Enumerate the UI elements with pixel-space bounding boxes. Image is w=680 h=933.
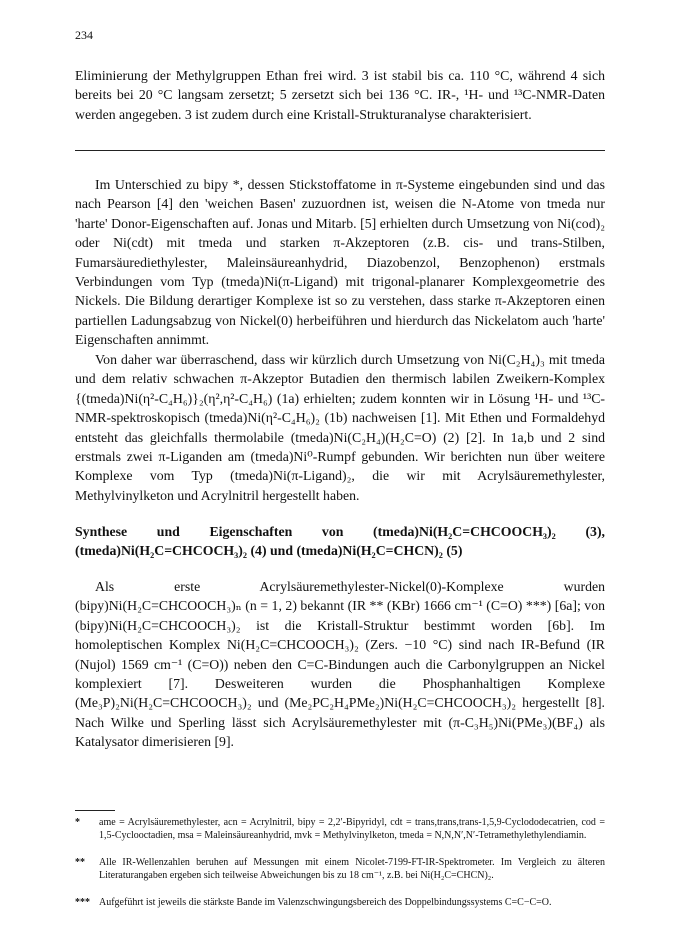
footnote-marker: * [75,817,80,828]
page-number: 234 [75,28,93,42]
body-paragraph-1: Im Unterschied zu bipy *, dessen Stickstoffatome in π-Systeme eingebunden sind und das nach Pearson [4] den 'weichen Basen' zuzuordnen ist, weisen die N-Atome von tmeda nur 'harte' Donor-Eigenschaften auf. Jonas und Mitarb. [5] erhielten durch Umsetzung von Ni(cod)₂ oder Ni(cdt) mit tmeda und starken π-Akzeptoren (z.B. cis- und trans-Stilben, Fumarsäurediethylester, Maleinsäureanhydrid, Diazobenzol, Benzophenon) erstmals Verbindungen vom Typ (tmeda)Ni(π-Ligand) mit trigonal-planarer Komplexgeometrie des Nickels. Die Bildung derartiger Komplexe ist so zu verstehen, dass starke π-Akzeptoren einen partiellen Ladungsabzug von Nickel(0) herbeiführen und hierdurch das Nickelatom auch 'harte' Eigenschaften annimmt. [75,177,605,348]
footnote-marker: ** [75,857,85,868]
footnote-1 [75,816,605,842]
section-heading: Synthese und Eigenschaften von (tmeda)Ni(H₂C=CHCOOCH₃)₂ (3), (tmeda)Ni(H₂C=CHCOCH₃)₂ (4) und (tmeda)Ni(H₂C=CHCN)₂ (5) [75,524,605,559]
footnote-text: Alle IR-Wellenzahlen beruhen auf Messungen mit einem Nicolet-7199-FT-IR-Spektrometer. Im Vergleich zu älteren Literaturangaben ergeben sich teilweise Abweichungen bis zu 18 cm⁻¹, z.B. bei Ni(H₂C=CHCN)₂. [99,857,605,881]
intro-paragraph: Eliminierung der Methylgruppen Ethan frei wird. 3 ist stabil bis ca. 110 °C, während 4 sich bereits bei 20 °C langsam zersetzt; 5 zersetzt sich bei 136 °C. IR-, ¹H- und ¹³C-NMR-Daten werden angegeben. 3 ist zudem durch eine Kristall-Strukturanalyse charakterisiert. [75,68,605,122]
footnote-2 [75,856,605,882]
footnote-text: Aufgeführt ist jeweils die stärkste Bande im Valenzschwingungsbereich des Doppelbindungssystems C=C−C=O. [99,897,552,908]
footnote-text: ame = Acrylsäuremethylester, acn = Acrylnitril, bipy = 2,2′-Bipyridyl, cdt = trans,trans,trans-1,5,9-Cyclododecatrien, cod = 1,5-Cyclooctadien, msa = Maleinsäureanhydrid, mvk = Methylvinylketon, tmeda = N,N,N′,N′-Tetramethylethylendiamin. [99,817,605,841]
body-paragraph-3: Als erste Acrylsäuremethylester-Nickel(0)-Komplexe wurden (bipy)Ni(H₂C=CHCOOCH₃)ₙ (n = 1, 2) bekannt (IR ** (KBr) 1666 cm⁻¹ (C=O) ***) [6a]; von (bipy)Ni(H₂C=CHCOOCH₃)₂ ist die Kristall-Struktur bestimmt worden [6b]. Im homoleptischen Komplex Ni(H₂C=CHCOOCH₃)₂ (Zers. −10 °C) sind nach IR-Befund (IR (Nujol) 1569 cm⁻¹ (C=O)) neben den C=C-Bindungen auch die Carbonylgruppen an Nickel komplexiert [7]. Desweiteren wurden die Phosphanhaltigen Komplexe (Me₃P)₂Ni(H₂C=CHCOOCH₃)₂ und (Me₂PC₂H₄PMe₂)Ni(H₂C=CHCOOCH₃)₂ hergestellt [8]. Nach Wilke und Sperling lässt sich Acrylsäuremethylester mit (π-C₃H₅)Ni(PMe₃)(BF₄) als Katalysator dimerisieren [9]. [75,579,605,750]
footnote-3 [75,896,605,909]
section-divider [75,150,605,151]
body-paragraph-2: Von daher war überraschend, dass wir kürzlich durch Umsetzung von Ni(C₂H₄)₃ mit tmeda und dem relativ schwachen π-Akzeptor Butadien den thermisch labilen Zweikern-Komplex {(tmeda)Ni(η²-C₄H₆)}₂(η²,η²-C₄H₆) (1a) erhielten; zudem konnten wir in Lösung ¹H- und ¹³C-NMR-spektroskopisch (tmeda)Ni(η²-C₄H₆)₂ (1b) nachweisen [1]. Mit Ethen und Formaldehyd entsteht das gleichfalls thermolabile (tmeda)Ni(C₂H₄)(H₂C=O) (2) [2]. In 1a,b und 2 sind erstmals zwei π-Liganden am (tmeda)Ni⁰-Rumpf gebunden. Wir berichten nun über weitere Komplexe vom Typ (tmeda)Ni(π-Ligand)₂, die wir mit Acrylsäuremethylester, Methylvinylketon und Acrylnitril hergestellt haben. [75,352,605,503]
footnote-divider [75,810,115,811]
footnote-marker: *** [75,897,90,908]
